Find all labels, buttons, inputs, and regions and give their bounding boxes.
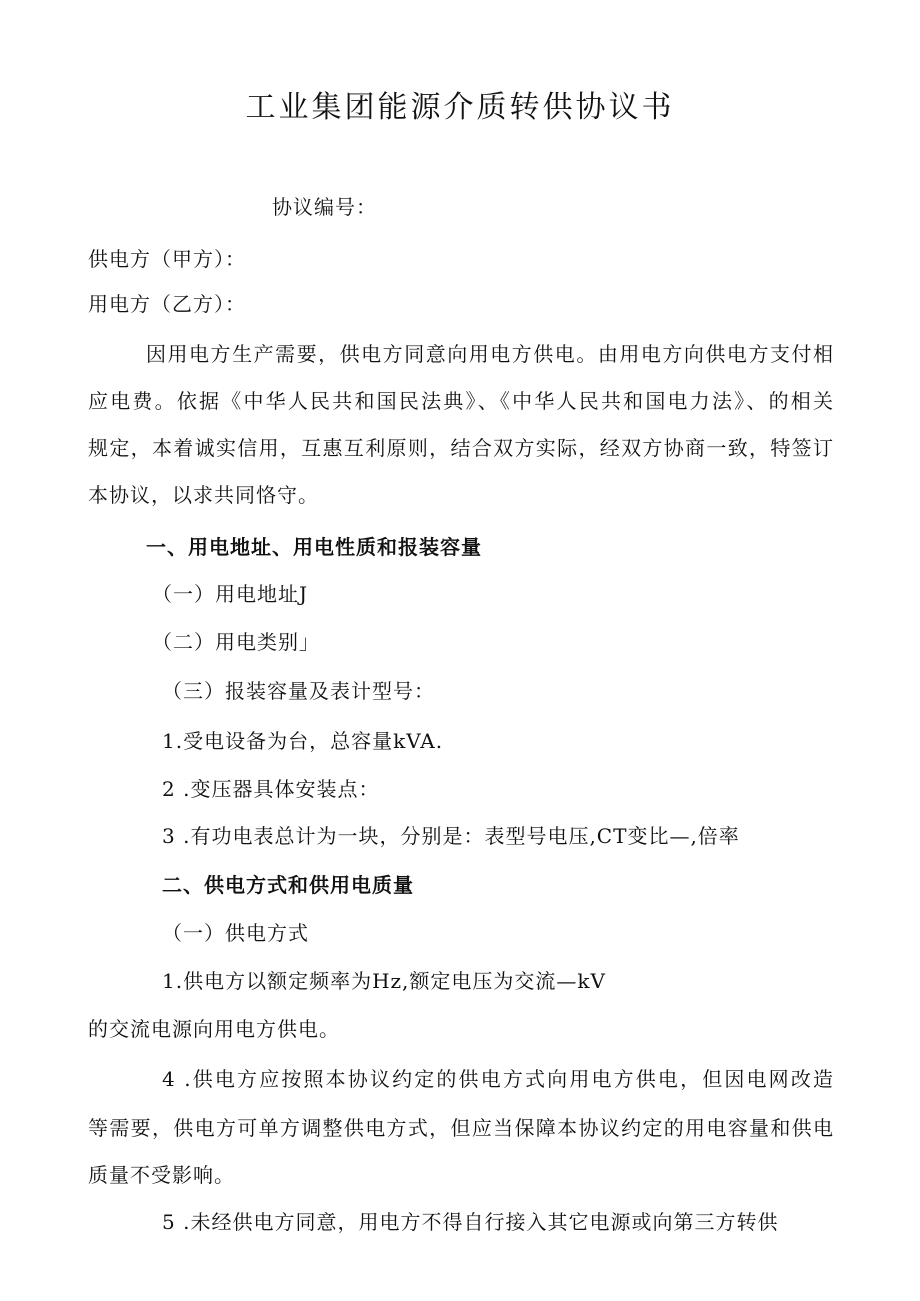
section-2-item-1: （一）供电方式 bbox=[162, 921, 309, 945]
intro-paragraph-line-4: 本协议，以求共同恪守。 bbox=[88, 483, 319, 507]
section-1-point-1: 1.受电设备为台，总容量kVA. bbox=[162, 729, 444, 753]
intro-paragraph-line-1: 因用电方生产需要，供电方同意向用电方供电。由用电方向供电方支付相 bbox=[146, 342, 834, 366]
section-1-heading: 一、用电地址、用电性质和报装容量 bbox=[146, 535, 482, 559]
agreement-number-label: 协议编号： bbox=[272, 195, 377, 219]
section-2-point-5-line-1: 5 .未经供电方同意，用电方不得自行接入其它电源或向第三方转供 bbox=[162, 1210, 779, 1234]
intro-paragraph-line-3: 规定，本着诚实信用，互惠互利原则，结合双方实际，经双方协商一致，特签订 bbox=[88, 436, 834, 460]
section-1-point-2: 2 .变压器具体安装点： bbox=[162, 777, 380, 801]
section-2-point-1-line-1: 1.供电方以额定频率为Hz,额定电压为交流—kV bbox=[162, 969, 606, 993]
document-title: 工业集团能源介质转供协议书 bbox=[245, 90, 675, 125]
section-2-point-1-line-2: 的交流电源向用电方供电。 bbox=[88, 1017, 340, 1041]
intro-paragraph-line-2: 应电费。依据《中华人民共和国民法典》、《中华人民共和国电力法》、的相关 bbox=[88, 389, 834, 413]
party-b-label: 用电方（乙方）： bbox=[88, 292, 246, 316]
section-2-point-4-line-3: 质量不受影响。 bbox=[88, 1163, 235, 1187]
section-2-heading: 二、供电方式和供用电质量 bbox=[162, 873, 414, 897]
party-a-label: 供电方（甲方）： bbox=[88, 247, 246, 271]
section-2-point-4-line-1: 4 .供电方应按照本协议约定的供电方式向用电方供电，但因电网改造 bbox=[162, 1067, 834, 1091]
section-1-item-3: （三）报装容量及表计型号： bbox=[162, 679, 435, 703]
section-1-point-3: 3 .有功电表总计为一块，分别是：表型号电压,CT变比—,倍率 bbox=[162, 824, 740, 848]
section-1-item-1: （一）用电地址J bbox=[152, 582, 309, 606]
section-1-item-2: （二）用电类别」 bbox=[152, 630, 320, 654]
section-2-point-4-line-2: 等需要，供电方可单方调整供电方式，但应当保障本协议约定的用电容量和供电 bbox=[88, 1116, 834, 1140]
